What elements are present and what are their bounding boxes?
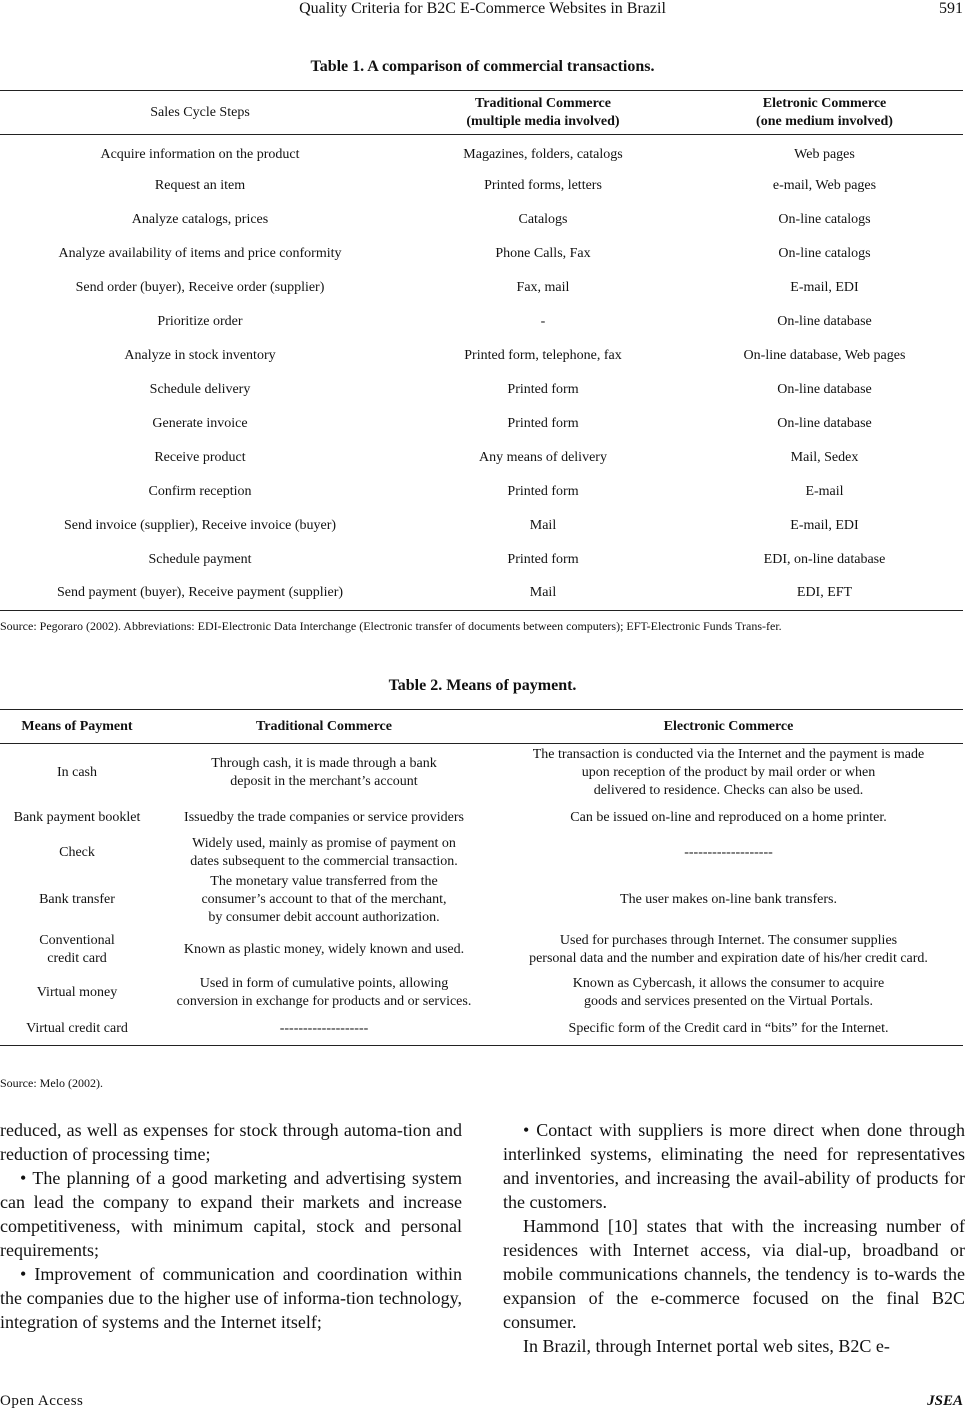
table2-cell-electronic [494, 872, 963, 928]
table2-cell-line: The transaction is conducted via the Internet and the payment is made [532, 746, 925, 762]
table1-cell: EDI, EFT [796, 584, 853, 600]
table1-body [0, 135, 963, 611]
table2-row [0, 744, 963, 802]
table1-row [0, 543, 963, 577]
table2-cell-line: Bank transfer [39, 891, 115, 907]
table1-cell: EDI, on-line database [763, 552, 886, 567]
table2-cell-line: deposit in the merchant’s account [230, 773, 418, 789]
table1-cell: On-line database [777, 416, 872, 431]
table2-source: Source: Melo (2002). [0, 1076, 103, 1090]
table2-cell-electronic [494, 834, 963, 872]
table1-cell: Web pages [794, 147, 855, 163]
table2-cell-line: upon reception of the product by mail order or when [581, 764, 876, 780]
table2-cell-means [0, 872, 154, 928]
table2-cell-line: Virtual credit card [26, 1021, 128, 1037]
footer-journal: JSEA [927, 1393, 963, 1409]
table1-cell: Mail [529, 518, 557, 533]
table1 [0, 90, 963, 611]
table2-cell-electronic [494, 1014, 963, 1046]
table1-cell: Confirm reception [148, 484, 252, 499]
table2-header-electronic: Electronic Commerce [494, 710, 963, 744]
table1-header-traditional: Traditional Commerce (multiple media involved) [400, 91, 686, 135]
table2-cell-line: Bank payment booklet [13, 809, 141, 825]
table1-row [0, 407, 963, 441]
table1-cell: Phone Calls, Fax [495, 246, 591, 261]
table2-cell-line: Known as plastic money, widely known and used. [183, 941, 465, 957]
paragraph: • Contact with suppliers is more direct when done through interlinked systems, eliminating the need for representatives and inventories, and increasing the avail-ability of products for the customers. [503, 1120, 965, 1212]
table1-cell: On-line database, Web pages [743, 348, 906, 363]
table1-cell: Generate invoice [152, 416, 248, 431]
table2-cell-line: credit card [47, 950, 107, 966]
table2-cell-line: goods and services presented on the Virtual Portals. [584, 993, 873, 1009]
table1-cell: On-line database [777, 314, 872, 329]
table1-header-row [0, 91, 963, 135]
page-number: 591 [939, 0, 963, 17]
body-right-column [503, 1118, 965, 1358]
paragraph: • The planning of a good marketing and advertising system can lead the company to expand their markets and increase competitiveness, with minimum capital, stock and personal requirements; [0, 1168, 462, 1260]
table2-cell-electronic [494, 972, 963, 1014]
table2-cell-line: Through cash, it is made through a bank [211, 755, 437, 771]
table1-cell: Request an item [154, 178, 246, 193]
table1-cell: Printed form [507, 484, 579, 499]
running-header [0, 0, 965, 24]
paragraph: • Improvement of communication and coordination within the companies due to the higher use of informa-tion technology, integration of systems and the Internet itself; [0, 1264, 462, 1332]
table2-cell-line: Issuedby the trade companies or service providers [184, 809, 464, 825]
table1-cell: Send order (buyer), Receive order (supplier) [75, 280, 325, 295]
table2-cell-traditional [154, 834, 494, 872]
table2-cell-electronic [494, 928, 963, 972]
table1-cell: Prioritize order [157, 314, 243, 329]
table1-cell: Printed form [507, 416, 579, 431]
table1-cell: Printed form [507, 382, 579, 397]
table1-cell: Catalogs [518, 212, 568, 227]
table2-cell-line: Used in form of cumulative points, allowing [199, 975, 449, 991]
table1-header-steps: Sales Cycle Steps [0, 91, 400, 135]
table1-cell: Magazines, folders, catalogs [463, 147, 623, 163]
table2-cell-line: consumer’s account to that of the merchant, [201, 891, 447, 907]
paragraph: In Brazil, through Internet portal web sites, B2C e- [523, 1336, 890, 1356]
table2-cell-line: The user makes on-line bank transfers. [620, 891, 837, 907]
table1-cell: Send invoice (supplier), Receive invoice (buyer) [63, 518, 337, 533]
table2-cell-electronic [494, 744, 963, 802]
table2-cell-line: by consumer debit account authorization. [208, 909, 440, 925]
table1-cell: E-mail [805, 484, 844, 499]
table1-source: Source: Pegoraro (2002). Abbreviations: EDI-Electronic Data Interchange (Electronic transfer of documents between computers); EFT-Electronic Funds Trans-fer. [0, 619, 782, 633]
paragraph: reduced, as well as expenses for stock through automa-tion and reduction of processing time; [0, 1120, 462, 1164]
table1-cell: Fax, mail [516, 280, 570, 295]
table1-cell: Mail, Sedex [790, 450, 859, 465]
table1-cell: - [540, 314, 546, 329]
table2-cell-line: Can be issued on-line and reproduced on a home printer. [570, 809, 887, 825]
table1-row [0, 271, 963, 305]
table1-row [0, 373, 963, 407]
table1-cell: Receive product [154, 450, 246, 465]
table2-header-means: Means of Payment [0, 710, 154, 744]
table1-cell: On-line database [777, 382, 872, 397]
table2-title: Table 2. Means of payment. [388, 677, 577, 694]
table1-cell: E-mail, EDI [790, 280, 859, 295]
table2-cell-traditional [154, 872, 494, 928]
table2-cell-line: conversion in exchange for products and or services. [176, 993, 472, 1009]
table2-row [0, 834, 963, 872]
table2-cell-line: delivered to residence. Checks can also be used. [593, 782, 864, 798]
table2-cell-means [0, 1014, 154, 1046]
table2-header-row [0, 710, 963, 744]
table1-row [0, 169, 963, 203]
table1-cell: e-mail, Web pages [772, 178, 877, 193]
table1-row [0, 305, 963, 339]
table2-cell-line: ------------------- [684, 844, 773, 860]
table1-cell: Analyze availability of items and price conformity [58, 246, 342, 261]
table2-cell-line: Used for purchases through Internet. The consumer supplies [559, 932, 898, 948]
table2-cell-traditional [154, 802, 494, 834]
table2-cell-line: Known as Cybercash, it allows the consumer to acquire [572, 975, 885, 991]
table2-cell-line: Virtual money [36, 984, 118, 1000]
footer-open-access: Open Access [0, 1393, 84, 1409]
table2-row [0, 1014, 963, 1046]
table2-row [0, 802, 963, 834]
table1-cell: Any means of delivery [479, 450, 607, 465]
table1-cell: Printed form [507, 552, 579, 567]
table1-row [0, 475, 963, 509]
table1-cell: On-line catalogs [778, 212, 871, 227]
table2-cell-line: In cash [56, 764, 98, 780]
table2-cell-means [0, 802, 154, 834]
table2-cell-line: dates subsequent to the commercial transaction. [190, 853, 458, 869]
table1-cell: Schedule delivery [149, 382, 251, 397]
table1-row [0, 509, 963, 543]
table1-row [0, 135, 963, 169]
body-left-column [0, 1118, 462, 1334]
table2-cell-means [0, 972, 154, 1014]
table2-cell-line: Widely used, mainly as promise of payment on [192, 835, 456, 851]
table2-row [0, 928, 963, 972]
table1-row [0, 339, 963, 373]
table1-cell: Analyze in stock inventory [124, 348, 276, 363]
table1-cell: Acquire information on the product [100, 147, 300, 163]
table1-header-electronic: Eletronic Commerce (one medium involved) [686, 91, 963, 135]
table2-cell-line: ------------------- [279, 1021, 369, 1037]
table2 [0, 709, 963, 1046]
table1-cell: Printed forms, letters [484, 178, 602, 193]
table2-cell-line: personal data and the number and expiration date of his/her credit card. [529, 950, 928, 966]
table2-row [0, 872, 963, 928]
table2-cell-line: Specific form of the Credit card in “bits” for the Internet. [568, 1021, 889, 1037]
table2-cell-traditional [154, 744, 494, 802]
table2-cell-traditional [154, 972, 494, 1014]
table2-body [0, 744, 963, 1046]
table2-cell-electronic [494, 802, 963, 834]
table1-cell: Schedule payment [148, 552, 252, 567]
table2-cell-line: The monetary value transferred from the [210, 873, 438, 889]
table1-row [0, 203, 963, 237]
running-title: Quality Criteria for B2C E-Commerce Websites in Brazil [299, 0, 666, 17]
table2-cell-line: Conventional [39, 932, 115, 948]
table1-title: Table 1. A comparison of commercial transactions. [310, 58, 655, 75]
table1-cell: Analyze catalogs, prices [131, 212, 269, 227]
table1-cell: Printed form, telephone, fax [464, 348, 622, 363]
table1-cell: E-mail, EDI [790, 518, 859, 533]
table2-cell-means [0, 834, 154, 872]
table2-cell-means [0, 744, 154, 802]
table2-cell-traditional [154, 928, 494, 972]
table2-cell-means [0, 928, 154, 972]
table2-cell-traditional [154, 1014, 494, 1046]
paragraph: Hammond [10] states that with the increasing number of residences with Internet access, via dial-up, broadband or mobile communications channels, the tendency is to-wards the expansion of the e-commerce focused on the final B2C consumer. [503, 1216, 965, 1332]
table1-row [0, 237, 963, 271]
table1-cell: Send payment (buyer), Receive payment (supplier) [56, 584, 344, 600]
table2-header-traditional: Traditional Commerce [154, 710, 494, 744]
table1-row [0, 441, 963, 475]
table1-cell: On-line catalogs [778, 246, 871, 261]
table2-cell-line: Check [59, 844, 95, 860]
table1-row [0, 577, 963, 611]
table2-row [0, 972, 963, 1014]
table1-cell: Mail [529, 584, 557, 600]
